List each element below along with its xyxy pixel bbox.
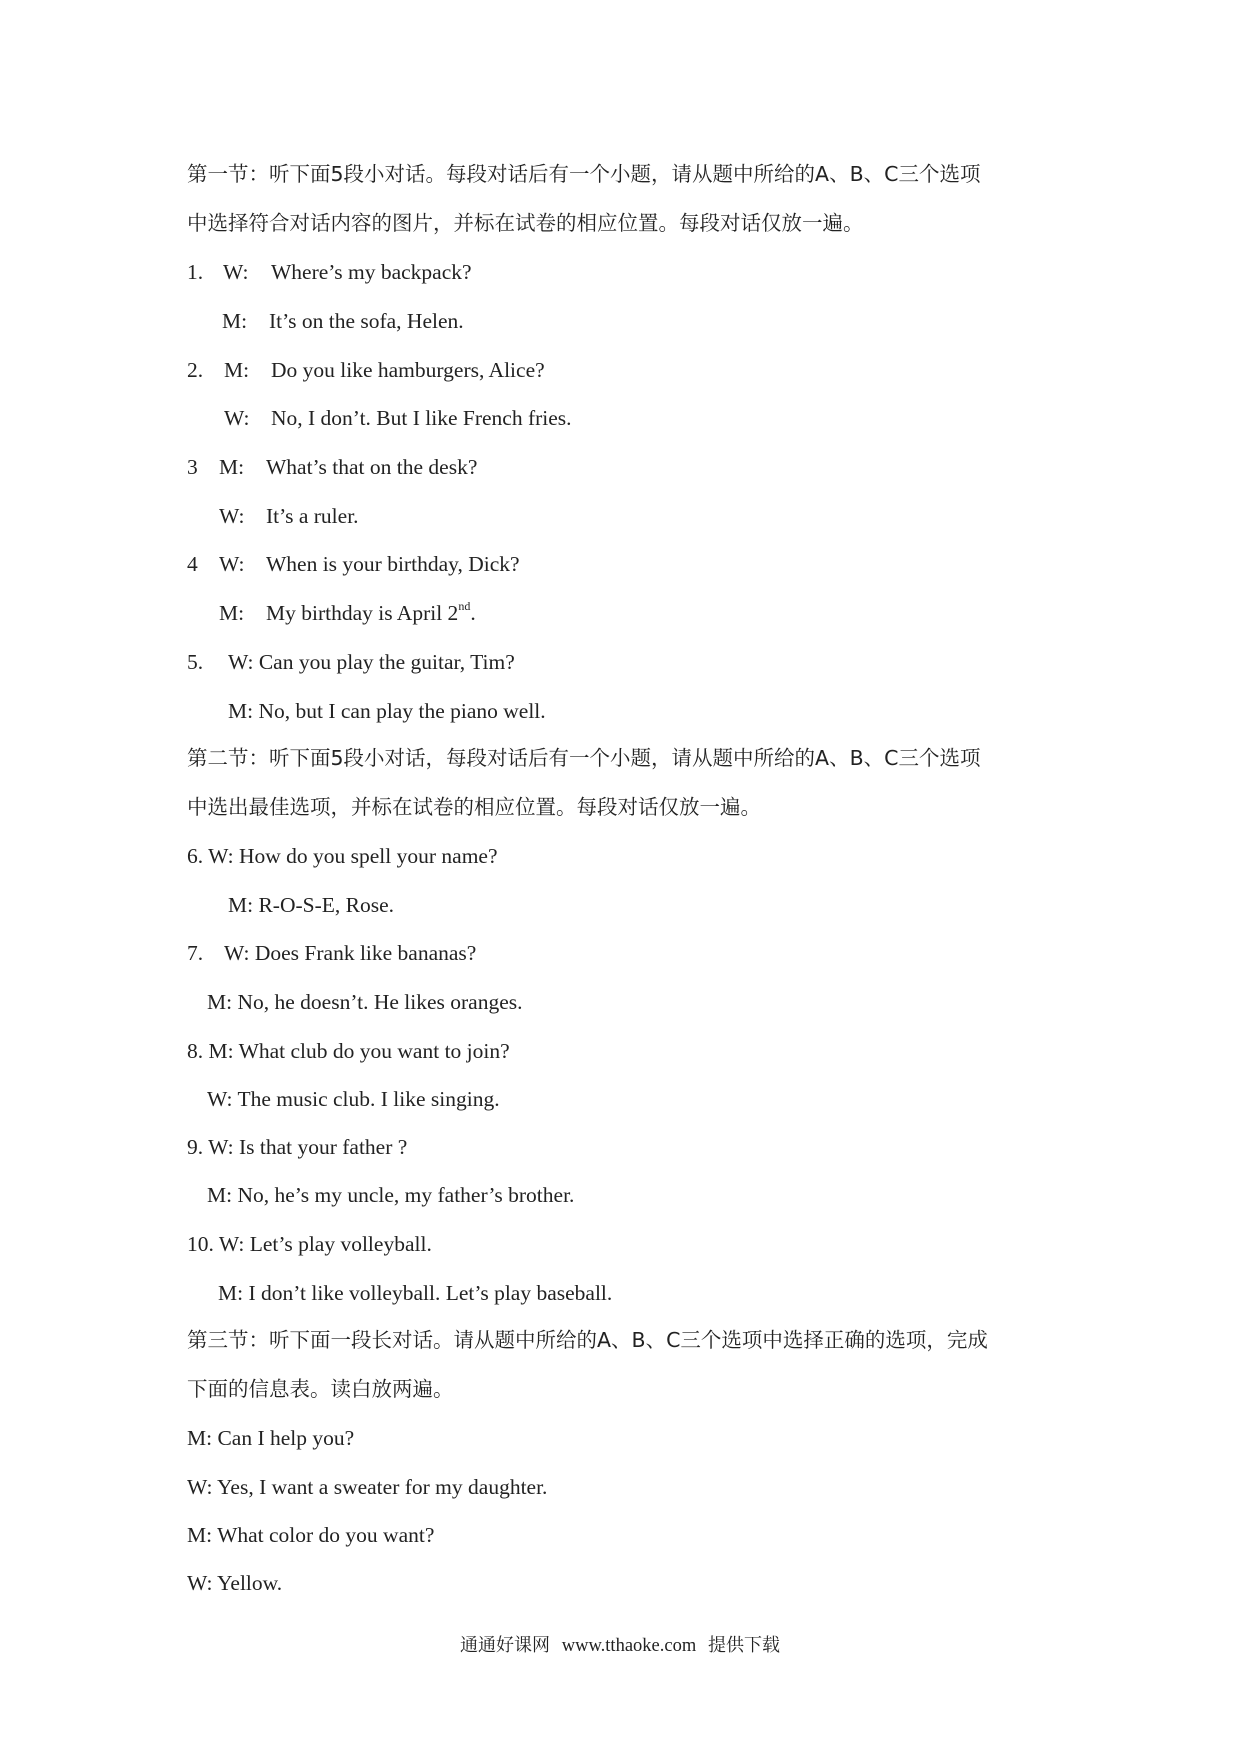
- q3-number: 3: [187, 455, 198, 479]
- q2-b-speaker: W:: [224, 406, 250, 430]
- q4-a-speaker: W:: [219, 552, 245, 576]
- footer-download-text: 提供下载: [707, 1635, 780, 1656]
- dialogue-line-2: W: Yes, I want a sweater for my daughter.: [187, 1475, 548, 1499]
- q2-a-speaker: M:: [224, 358, 250, 382]
- q1-a-speaker: W:: [223, 260, 249, 284]
- q3-a-text: What’s that on the desk?: [266, 455, 478, 479]
- section3-heading-line1: 第三节：听下面一段长对话。请从题中所给的A、B、C三个选项中选择正确的选项，完成: [187, 1328, 988, 1352]
- q4-b-speaker: M:: [219, 601, 245, 625]
- q9-b-text: M: No, he’s my uncle, my father’s brother.: [207, 1183, 575, 1207]
- q5-b-text: M: No, but I can play the piano well.: [228, 699, 546, 723]
- section3-heading-line2: 下面的信息表。读白放两遍。: [187, 1377, 454, 1401]
- q1-a-text: Where’s my backpack?: [271, 260, 472, 284]
- q10-b-text: M: I don’t like volleyball. Let’s play baseball.: [218, 1281, 613, 1305]
- section1-heading-line2: 中选择符合对话内容的图片，并标在试卷的相应位置。每段对话仅放一遍。: [187, 211, 864, 235]
- footer-url-link[interactable]: www.tthaoke.com: [561, 1636, 697, 1656]
- q4-number: 4: [187, 552, 198, 576]
- q5-number: 5.: [187, 650, 204, 674]
- q4-a-text: When is your birthday, Dick?: [266, 552, 520, 576]
- q3-b-speaker: W:: [219, 504, 245, 528]
- section1-heading-line1: 第一节：听下面5段小对话。每段对话后有一个小题，请从题中所给的A、B、C三个选项: [187, 162, 981, 186]
- q3-b-text: It’s a ruler.: [266, 504, 359, 528]
- dialogue-line-3: M: What color do you want?: [187, 1523, 435, 1547]
- q10-a-text: 10. W: Let’s play volleyball.: [187, 1232, 432, 1256]
- q1-b-text: It’s on the sofa, Helen.: [269, 309, 464, 333]
- q8-b-text: W: The music club. I like singing.: [207, 1087, 500, 1111]
- section2-heading-line1: 第二节：听下面5段小对话，每段对话后有一个小题，请从题中所给的A、B、C三个选项: [187, 746, 981, 770]
- q6-a-text: 6. W: How do you spell your name?: [187, 844, 498, 868]
- q2-b-text: No, I don’t. But I like French fries.: [271, 406, 572, 430]
- q9-a-text: 9. W: Is that your father ?: [187, 1135, 408, 1159]
- footer-site-name: 通通好课网: [460, 1635, 551, 1656]
- q3-a-speaker: M:: [219, 455, 245, 479]
- q2-number: 2.: [187, 358, 204, 382]
- q6-b-text: M: R-O-S-E, Rose.: [228, 893, 395, 917]
- dialogue-line-1: M: Can I help you?: [187, 1426, 355, 1450]
- q8-a-text: 8. M: What club do you want to join?: [187, 1039, 510, 1063]
- q1-number: 1.: [187, 260, 204, 284]
- q7-b-text: M: No, he doesn’t. He likes oranges.: [207, 990, 523, 1014]
- page-footer: [0, 1634, 1240, 1658]
- section2-heading-line2: 中选出最佳选项，并标在试卷的相应位置。每段对话仅放一遍。: [187, 795, 761, 819]
- q7-number: 7.: [187, 941, 204, 965]
- q4-b-text: My birthday is April 2: [266, 601, 459, 625]
- q4-b-period: .: [470, 601, 476, 625]
- q5-a-text: W: Can you play the guitar, Tim?: [228, 650, 515, 674]
- dialogue-line-4: W: Yellow.: [187, 1571, 283, 1595]
- q4-b-line: [266, 599, 476, 627]
- q1-b-speaker: M:: [222, 309, 248, 333]
- q7-a-text: W: Does Frank like bananas?: [224, 941, 477, 965]
- q2-a-text: Do you like hamburgers, Alice?: [271, 358, 545, 382]
- q4-b-superscript: nd: [458, 598, 471, 613]
